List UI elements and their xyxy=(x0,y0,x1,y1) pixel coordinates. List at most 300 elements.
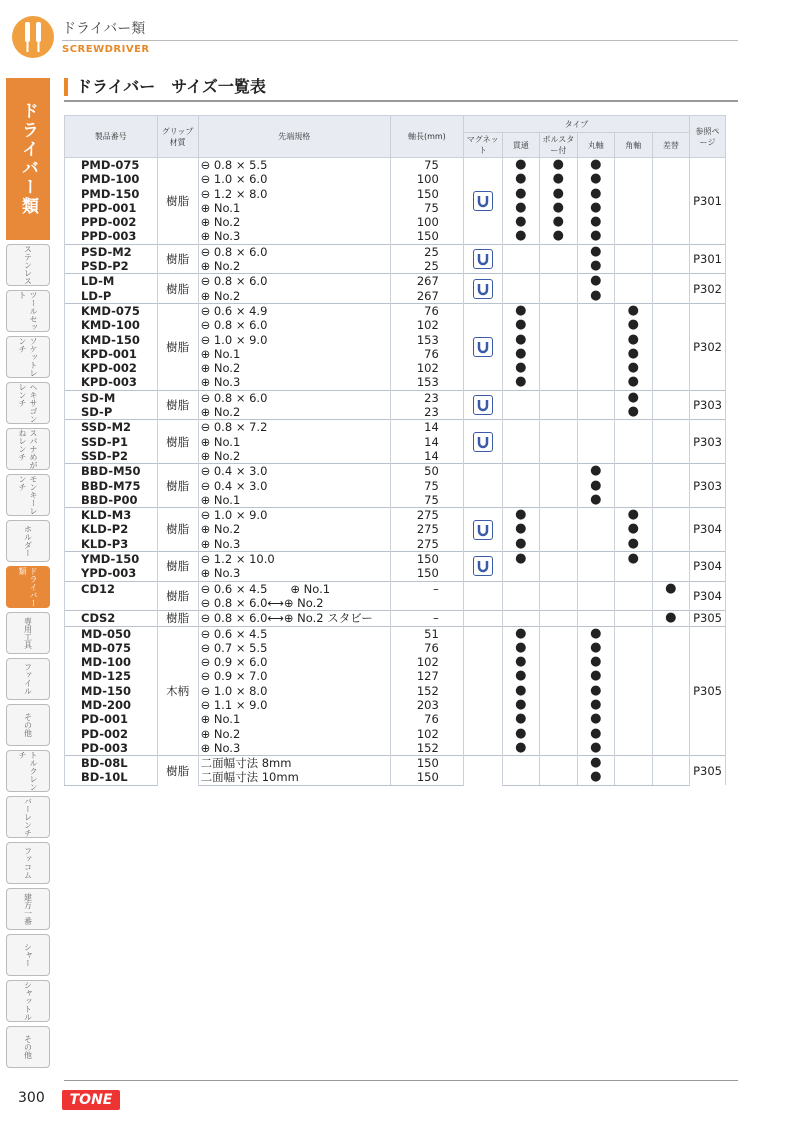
table-row xyxy=(65,552,726,567)
sidebar-tab[interactable]: ドライバー類 xyxy=(6,566,50,608)
through-mark xyxy=(502,274,539,289)
sidebar-tab[interactable]: トルクレンチ xyxy=(6,750,50,792)
swap-mark xyxy=(652,449,690,464)
model-number: KLD-P3 xyxy=(65,537,158,552)
swap-mark xyxy=(652,172,690,186)
bolster-mark xyxy=(540,641,577,655)
round-mark: ● xyxy=(577,289,614,304)
sidebar-tab[interactable]: 建方一番 xyxy=(6,888,50,930)
magnet-cell xyxy=(463,244,502,274)
reference-page: P305 xyxy=(690,611,726,626)
through-mark xyxy=(502,449,539,464)
tip-spec: ⊕ No.1 xyxy=(198,347,390,361)
col-grip: グリップ材質 xyxy=(157,116,198,158)
magnet-cell xyxy=(463,390,502,420)
square-mark xyxy=(615,611,652,626)
swap-mark xyxy=(652,303,690,318)
tip-spec: ⊕ No.1 xyxy=(198,493,390,508)
square-mark xyxy=(615,770,652,785)
magnet-cell xyxy=(463,508,502,552)
swap-mark xyxy=(652,274,690,289)
round-mark: ● xyxy=(577,669,614,683)
model-number: KMD-075 xyxy=(65,303,158,318)
square-mark xyxy=(615,493,652,508)
table-row xyxy=(65,464,726,479)
swap-mark xyxy=(652,435,690,449)
square-mark xyxy=(615,420,652,435)
tip-spec: ⊕ No.2 xyxy=(198,405,390,420)
model-number: MD-200 xyxy=(65,698,158,712)
bolster-mark xyxy=(540,698,577,712)
model-number: SSD-P1 xyxy=(65,435,158,449)
bolster-mark xyxy=(540,727,577,741)
swap-mark xyxy=(652,493,690,508)
shaft-length: 25 xyxy=(390,259,463,274)
tip-spec: ⊖ 0.6 × 4.9 xyxy=(198,303,390,318)
through-mark: ● xyxy=(502,361,539,375)
bolster-mark xyxy=(540,669,577,683)
reference-page: P304 xyxy=(690,552,726,582)
sidebar-tab[interactable]: シャットル xyxy=(6,980,50,1022)
through-mark xyxy=(502,390,539,405)
round-mark xyxy=(577,435,614,449)
through-mark: ● xyxy=(502,229,539,244)
model-number: SD-M xyxy=(65,390,158,405)
through-mark: ● xyxy=(502,712,539,726)
magnet-cell xyxy=(463,626,502,756)
model-number: BBD-P00 xyxy=(65,493,158,508)
model-number: BD-10L xyxy=(65,770,158,785)
through-mark: ● xyxy=(502,669,539,683)
round-mark: ● xyxy=(577,727,614,741)
square-mark: ● xyxy=(615,552,652,567)
shaft-length: 76 xyxy=(390,347,463,361)
round-mark: ● xyxy=(577,229,614,244)
tip-spec: 二面幅寸法 8mm xyxy=(198,756,390,771)
square-mark xyxy=(615,158,652,173)
square-mark xyxy=(615,464,652,479)
square-mark xyxy=(615,435,652,449)
shaft-length: 153 xyxy=(390,375,463,390)
square-mark: ● xyxy=(615,375,652,390)
grip-material: 樹脂 xyxy=(157,390,198,420)
round-mark xyxy=(577,390,614,405)
round-mark: ● xyxy=(577,756,614,771)
square-mark: ● xyxy=(615,390,652,405)
shaft-length: – xyxy=(390,581,463,596)
round-mark xyxy=(577,522,614,536)
shaft-length: 267 xyxy=(390,289,463,304)
through-mark: ● xyxy=(502,727,539,741)
table-row xyxy=(65,274,726,289)
shaft-length: 100 xyxy=(390,215,463,229)
sidebar-current-section: ドライバー類 xyxy=(6,78,50,240)
shaft-length: 100 xyxy=(390,172,463,186)
table-row xyxy=(65,508,726,523)
through-mark: ● xyxy=(502,187,539,201)
through-mark xyxy=(502,596,539,611)
table-row xyxy=(65,420,726,435)
model-number: SSD-M2 xyxy=(65,420,158,435)
shaft-length: 102 xyxy=(390,318,463,332)
bolster-mark xyxy=(540,375,577,390)
sidebar-tab[interactable]: バーレンチ xyxy=(6,796,50,838)
magnet-icon xyxy=(473,395,493,415)
through-mark xyxy=(502,611,539,626)
bolster-mark xyxy=(540,552,577,567)
round-mark xyxy=(577,347,614,361)
square-mark: ● xyxy=(615,361,652,375)
model-number: KPD-003 xyxy=(65,375,158,390)
square-mark xyxy=(615,187,652,201)
bolster-mark xyxy=(540,522,577,536)
tip-spec: ⊕ No.1 xyxy=(198,201,390,215)
model-number: PMD-100 xyxy=(65,172,158,186)
bolster-mark xyxy=(540,508,577,523)
tip-spec: ⊖ 0.6 × 4.5 ⊕ No.1 xyxy=(198,581,390,596)
shaft-length: 267 xyxy=(390,274,463,289)
square-mark xyxy=(615,741,652,756)
tip-spec: ⊖ 1.0 × 9.0 xyxy=(198,333,390,347)
bolster-mark xyxy=(540,479,577,493)
bolster-mark xyxy=(540,361,577,375)
reference-page: P305 xyxy=(690,626,726,756)
model-number: KMD-100 xyxy=(65,318,158,332)
square-mark xyxy=(615,229,652,244)
square-mark xyxy=(615,596,652,611)
bolster-mark xyxy=(540,756,577,771)
tip-spec: ⊕ No.1 xyxy=(198,435,390,449)
square-mark xyxy=(615,581,652,596)
model-number: CDS2 xyxy=(65,611,158,626)
col-square: 角軸 xyxy=(615,133,652,158)
round-mark xyxy=(577,375,614,390)
sidebar-tab[interactable]: ステンレス xyxy=(6,244,50,286)
round-mark: ● xyxy=(577,215,614,229)
grip-material: 樹脂 xyxy=(157,464,198,508)
tip-spec: ⊕ No.2 xyxy=(198,259,390,274)
grip-material: 樹脂 xyxy=(157,508,198,552)
sidebar-tab[interactable]: ソケットレンチ xyxy=(6,336,50,378)
tip-spec: ⊖ 1.0 × 9.0 xyxy=(198,508,390,523)
swap-mark xyxy=(652,333,690,347)
tip-spec: ⊖ 0.8 × 6.0⟷⊕ No.2 スタビー xyxy=(198,611,390,626)
col-through: 貫通 xyxy=(502,133,539,158)
magnet-cell xyxy=(463,552,502,582)
shaft-length: 14 xyxy=(390,420,463,435)
model-number: SD-P xyxy=(65,405,158,420)
model-number: BBD-M75 xyxy=(65,479,158,493)
swap-mark xyxy=(652,712,690,726)
shaft-length: 76 xyxy=(390,641,463,655)
shaft-length: 150 xyxy=(390,552,463,567)
grip-material: 樹脂 xyxy=(157,244,198,274)
bolster-mark xyxy=(540,611,577,626)
shaft-length: 102 xyxy=(390,727,463,741)
bolster-mark xyxy=(540,626,577,641)
swap-mark xyxy=(652,390,690,405)
square-mark xyxy=(615,566,652,581)
shaft-length: 14 xyxy=(390,435,463,449)
swap-mark xyxy=(652,464,690,479)
tip-spec: ⊖ 0.8 × 6.0 xyxy=(198,244,390,259)
through-mark: ● xyxy=(502,201,539,215)
square-mark xyxy=(615,684,652,698)
shaft-length: 127 xyxy=(390,669,463,683)
sidebar-tab[interactable]: シャー xyxy=(6,934,50,976)
through-mark: ● xyxy=(502,522,539,536)
tip-spec: ⊕ No.3 xyxy=(198,375,390,390)
sidebar-tab[interactable]: ホルダー xyxy=(6,520,50,562)
square-mark xyxy=(615,289,652,304)
swap-mark xyxy=(652,756,690,771)
swap-mark xyxy=(652,259,690,274)
size-table xyxy=(64,115,726,786)
col-length: 軸長(mm) xyxy=(390,116,463,158)
tip-spec: ⊖ 1.1 × 9.0 xyxy=(198,698,390,712)
tip-spec: ⊕ No.3 xyxy=(198,537,390,552)
round-mark xyxy=(577,596,614,611)
shaft-length: 25 xyxy=(390,244,463,259)
bolster-mark xyxy=(540,464,577,479)
shaft-length: 150 xyxy=(390,566,463,581)
round-mark xyxy=(577,420,614,435)
shaft-length: 152 xyxy=(390,741,463,756)
bolster-mark xyxy=(540,435,577,449)
round-mark: ● xyxy=(577,464,614,479)
model-number: PD-001 xyxy=(65,712,158,726)
swap-mark: ● xyxy=(652,611,690,626)
swap-mark xyxy=(652,626,690,641)
through-mark xyxy=(502,566,539,581)
magnet-cell xyxy=(463,158,502,245)
shaft-length: 203 xyxy=(390,698,463,712)
bolster-mark xyxy=(540,347,577,361)
swap-mark xyxy=(652,566,690,581)
through-mark xyxy=(502,581,539,596)
round-mark xyxy=(577,566,614,581)
shaft-length: 275 xyxy=(390,537,463,552)
reference-page: P303 xyxy=(690,464,726,508)
bolster-mark xyxy=(540,449,577,464)
tip-spec: ⊖ 1.0 × 6.0 xyxy=(198,172,390,186)
sidebar-tab[interactable]: ヘキサゴンレンチ xyxy=(6,382,50,424)
swap-mark xyxy=(652,318,690,332)
model-number: PPD-002 xyxy=(65,215,158,229)
sidebar-tab[interactable]: ファコム xyxy=(6,842,50,884)
swap-mark xyxy=(652,158,690,173)
through-mark xyxy=(502,770,539,785)
sidebar-tab[interactable]: その他 xyxy=(6,1026,50,1068)
sidebar-tab[interactable]: その他 xyxy=(6,704,50,746)
swap-mark xyxy=(652,684,690,698)
model-number: KPD-002 xyxy=(65,361,158,375)
swap-mark xyxy=(652,201,690,215)
swap-mark xyxy=(652,770,690,785)
round-mark: ● xyxy=(577,641,614,655)
square-mark: ● xyxy=(615,347,652,361)
bolster-mark xyxy=(540,405,577,420)
shaft-length xyxy=(390,596,463,611)
sidebar-tab[interactable]: 専用工具 xyxy=(6,612,50,654)
round-mark: ● xyxy=(577,274,614,289)
tip-spec: ⊖ 0.9 × 7.0 xyxy=(198,669,390,683)
table-row xyxy=(65,244,726,259)
round-mark xyxy=(577,361,614,375)
through-mark: ● xyxy=(502,303,539,318)
page-title: ドライバー サイズ一覧表 xyxy=(64,78,266,96)
sidebar-tab[interactable]: ファイル xyxy=(6,658,50,700)
square-mark xyxy=(615,626,652,641)
reference-page: P302 xyxy=(690,274,726,304)
square-mark xyxy=(615,449,652,464)
magnet-icon xyxy=(473,432,493,452)
swap-mark xyxy=(652,552,690,567)
reference-page: P302 xyxy=(690,303,726,390)
shaft-length: 102 xyxy=(390,655,463,669)
square-mark xyxy=(615,756,652,771)
tip-spec: ⊖ 0.8 × 6.0 xyxy=(198,318,390,332)
model-number: KPD-001 xyxy=(65,347,158,361)
grip-material: 樹脂 xyxy=(157,420,198,464)
square-mark xyxy=(615,201,652,215)
round-mark xyxy=(577,581,614,596)
model-number: MD-125 xyxy=(65,669,158,683)
model-number: MD-100 xyxy=(65,655,158,669)
square-mark xyxy=(615,727,652,741)
through-mark xyxy=(502,259,539,274)
bolster-mark xyxy=(540,259,577,274)
shaft-length: 75 xyxy=(390,201,463,215)
through-mark: ● xyxy=(502,655,539,669)
bolster-mark xyxy=(540,274,577,289)
table-row xyxy=(65,390,726,405)
round-mark: ● xyxy=(577,655,614,669)
bolster-mark xyxy=(540,244,577,259)
tip-spec: ⊕ No.2 xyxy=(198,522,390,536)
swap-mark xyxy=(652,698,690,712)
col-round: 丸軸 xyxy=(577,133,614,158)
swap-mark xyxy=(652,347,690,361)
shaft-length: 275 xyxy=(390,522,463,536)
magnet-cell xyxy=(463,303,502,390)
square-mark xyxy=(615,259,652,274)
bolster-mark xyxy=(540,684,577,698)
shaft-length: 75 xyxy=(390,493,463,508)
model-number: MD-050 xyxy=(65,626,158,641)
square-mark xyxy=(615,215,652,229)
bolster-mark: ● xyxy=(540,201,577,215)
bolster-mark xyxy=(540,741,577,756)
through-mark xyxy=(502,493,539,508)
footer-divider xyxy=(64,1080,738,1081)
model-number: LD-M xyxy=(65,274,158,289)
reference-page: P304 xyxy=(690,508,726,552)
magnet-icon xyxy=(473,556,493,576)
tip-spec: ⊕ No.1 xyxy=(198,712,390,726)
through-mark xyxy=(502,289,539,304)
round-mark: ● xyxy=(577,201,614,215)
bolster-mark xyxy=(540,655,577,669)
square-mark xyxy=(615,655,652,669)
model-number: MD-150 xyxy=(65,684,158,698)
square-mark xyxy=(615,712,652,726)
tip-spec: ⊖ 1.2 × 8.0 xyxy=(198,187,390,201)
sidebar-tab[interactable]: スパナめがねレンチ xyxy=(6,428,50,470)
sidebar-tab[interactable]: ツールセット xyxy=(6,290,50,332)
model-number xyxy=(65,596,158,611)
round-mark xyxy=(577,449,614,464)
shaft-length: 76 xyxy=(390,712,463,726)
sidebar-tabs xyxy=(6,244,50,1072)
tip-spec: ⊖ 0.8 × 6.0 xyxy=(198,274,390,289)
swap-mark xyxy=(652,405,690,420)
through-mark: ● xyxy=(502,172,539,186)
swap-mark xyxy=(652,741,690,756)
model-number: YPD-003 xyxy=(65,566,158,581)
shaft-length: 153 xyxy=(390,333,463,347)
model-number: PSD-P2 xyxy=(65,259,158,274)
magnet-icon xyxy=(473,520,493,540)
through-mark: ● xyxy=(502,537,539,552)
shaft-length: 75 xyxy=(390,158,463,173)
round-mark xyxy=(577,552,614,567)
through-mark: ● xyxy=(502,347,539,361)
col-bolster: ボルスター付 xyxy=(540,133,577,158)
col-type: タイプ xyxy=(463,116,689,133)
model-number: SSD-P2 xyxy=(65,449,158,464)
square-mark: ● xyxy=(615,318,652,332)
tip-spec: ⊖ 0.8 × 5.5 xyxy=(198,158,390,173)
model-number: PPD-003 xyxy=(65,229,158,244)
shaft-length: 50 xyxy=(390,464,463,479)
tip-spec: ⊕ No.2 xyxy=(198,449,390,464)
table-row xyxy=(65,303,726,318)
model-number: KMD-150 xyxy=(65,333,158,347)
round-mark: ● xyxy=(577,770,614,785)
bolster-mark xyxy=(540,581,577,596)
round-mark xyxy=(577,611,614,626)
magnet-cell xyxy=(463,611,502,626)
grip-material: 木柄 xyxy=(157,626,198,756)
tip-spec: ⊕ No.2 xyxy=(198,361,390,375)
model-number: PSD-M2 xyxy=(65,244,158,259)
sidebar-tab[interactable]: モンキーレンチ xyxy=(6,474,50,516)
bolster-mark xyxy=(540,596,577,611)
magnet-cell xyxy=(463,756,502,786)
bolster-mark: ● xyxy=(540,172,577,186)
through-mark: ● xyxy=(502,741,539,756)
through-mark: ● xyxy=(502,158,539,173)
through-mark: ● xyxy=(502,375,539,390)
shaft-length: 150 xyxy=(390,770,463,785)
through-mark xyxy=(502,464,539,479)
tip-spec: 二面幅寸法 10mm xyxy=(198,770,390,785)
title-divider xyxy=(64,100,738,102)
tip-spec: ⊕ No.3 xyxy=(198,741,390,756)
tip-spec: ⊕ No.3 xyxy=(198,229,390,244)
reference-page: P303 xyxy=(690,390,726,420)
swap-mark xyxy=(652,244,690,259)
shaft-length: 23 xyxy=(390,405,463,420)
through-mark: ● xyxy=(502,508,539,523)
model-number: CD12 xyxy=(65,581,158,596)
swap-mark xyxy=(652,669,690,683)
tip-spec: ⊖ 1.0 × 8.0 xyxy=(198,684,390,698)
shaft-length: 23 xyxy=(390,390,463,405)
col-magnet: マグネット xyxy=(463,133,502,158)
model-number: LD-P xyxy=(65,289,158,304)
